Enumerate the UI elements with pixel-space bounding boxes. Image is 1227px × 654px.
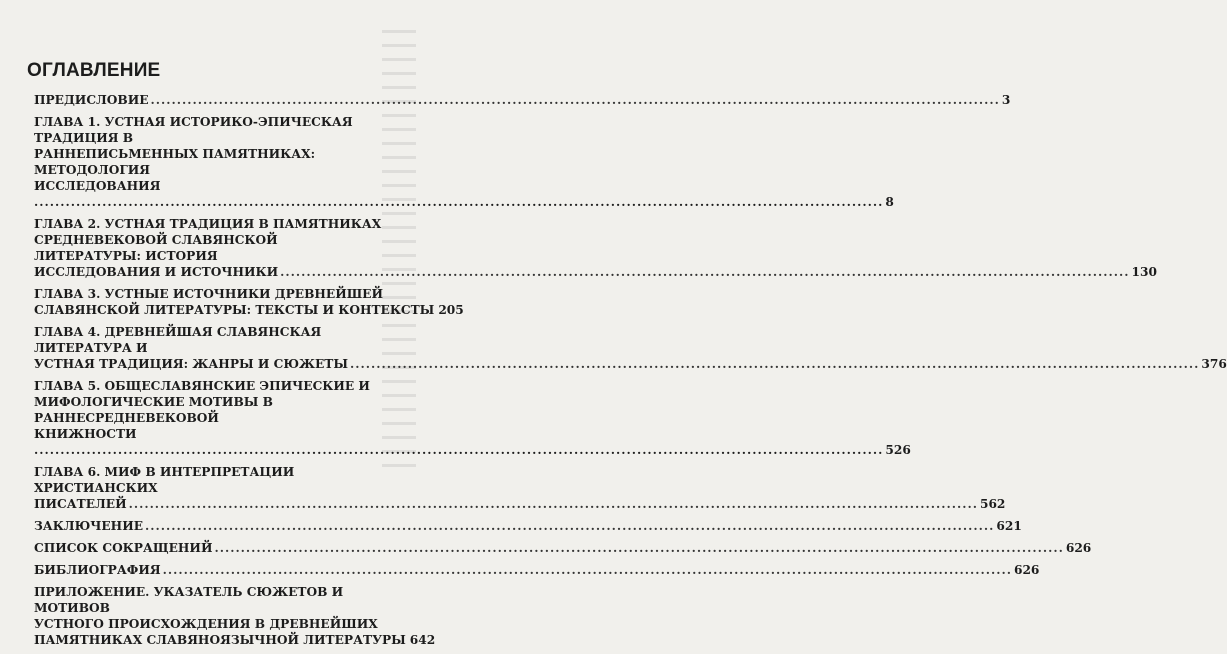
toc-page-number: 626 — [1013, 563, 1040, 577]
toc-entry-title-line: ИССЛЕДОВАНИЯ И ИСТОЧНИКИ — [34, 265, 279, 279]
toc-entry[interactable] — [34, 562, 1040, 578]
toc-entry-page-line — [34, 302, 464, 318]
toc-entry-title-line: УСТНАЯ ТРАДИЦИЯ: ЖАНРЫ И СЮЖЕТЫ — [34, 357, 349, 371]
toc-entry[interactable] — [34, 378, 911, 458]
toc-entry[interactable] — [34, 584, 436, 648]
toc-entry-title-line: ПРИЛОЖЕНИЕ. УКАЗАТЕЛЬ СЮЖЕТОВ И МОТИВОВ — [34, 585, 344, 615]
toc-entry-page-line — [34, 194, 894, 210]
toc-entry-title-line: ГЛАВА 2. УСТНАЯ ТРАДИЦИЯ В ПАМЯТНИКАХ — [34, 217, 382, 231]
toc-entry-title-line: РАННЕПИСЬМЕННЫХ ПАМЯТНИКАХ: МЕТОДОЛОГИЯ — [34, 147, 316, 177]
toc-entry-title-line: ГЛАВА 4. ДРЕВНЕЙШАЯ СЛАВЯНСКАЯ ЛИТЕРАТУРА И — [34, 325, 322, 355]
dot-leader — [145, 518, 994, 534]
toc-entry-page-line — [34, 518, 1022, 534]
toc-entry-title-line: СЛАВЯНСКОЙ ЛИТЕРАТУРЫ: ТЕКСТЫ И КОНТЕКСТЫ — [34, 303, 435, 317]
toc-entry-page-line — [34, 264, 1157, 280]
toc-entry-title-line: СРЕДНЕВЕКОВОЙ СЛАВЯНСКОЙ ЛИТЕРАТУРЫ: ИСТОРИЯ — [34, 233, 278, 263]
toc-page-number: 626 — [1065, 541, 1092, 555]
toc-entry-page-line — [34, 442, 911, 458]
toc-entry-title-line: КНИЖНОСТИ — [34, 427, 137, 441]
toc-entry[interactable] — [34, 114, 894, 210]
toc-entry-title-line: ГЛАВА 5. ОБЩЕСЛАВЯНСКИЕ ЭПИЧЕСКИЕ И — [34, 379, 370, 393]
dot-leader — [280, 264, 1129, 280]
toc-page-number: 526 — [885, 443, 911, 457]
toc-page-number: 3 — [1001, 93, 1011, 107]
toc-entry-title-line: ПИСАТЕЛЕЙ — [34, 497, 127, 511]
toc-entry-page-line — [34, 632, 436, 648]
toc-entry[interactable] — [34, 286, 464, 318]
dot-leader — [350, 356, 1199, 372]
toc-entry-page-line — [34, 92, 1011, 108]
toc-page-number: 376 — [1201, 357, 1227, 371]
toc-entry-title-line: ГЛАВА 6. МИФ В ИНТЕРПРЕТАЦИИ ХРИСТИАНСКИХ — [34, 465, 295, 495]
toc-entry-title-line: ГЛАВА 3. УСТНЫЕ ИСТОЧНИКИ ДРЕВНЕЙШЕЙ — [34, 287, 383, 301]
toc-entry-title-line: ИССЛЕДОВАНИЯ — [34, 179, 161, 193]
dot-leader — [34, 194, 883, 210]
toc-entry-page-line — [34, 562, 1040, 578]
dot-leader — [151, 92, 1000, 108]
dot-leader — [163, 562, 1012, 578]
toc-entry[interactable] — [34, 92, 1011, 108]
toc-entry[interactable] — [34, 216, 1157, 280]
toc-entry-title-line: ГЛАВА 1. УСТНАЯ ИСТОРИКО-ЭПИЧЕСКАЯ ТРАДИЦИЯ В — [34, 115, 353, 145]
toc-entry-page-line — [34, 540, 1092, 556]
toc-entry-page-line — [34, 496, 1006, 512]
toc-entry[interactable] — [34, 540, 1092, 556]
toc-entry[interactable] — [34, 324, 1227, 372]
toc-entry-title-line: БИБЛИОГРАФИЯ — [34, 563, 161, 577]
dot-leader — [214, 540, 1063, 556]
toc-entry-title-line: СПИСОК СОКРАЩЕНИЙ — [34, 541, 213, 555]
toc-list — [34, 92, 1227, 654]
toc-page-number: 130 — [1131, 265, 1157, 279]
dot-leader — [34, 442, 883, 458]
toc-page-number: 205 — [438, 303, 464, 317]
toc-page-number: 642 — [409, 633, 436, 647]
toc-heading: ОГЛАВЛЕНИЕ — [27, 60, 161, 81]
toc-page-number: 562 — [979, 497, 1006, 511]
toc-page-number: 8 — [885, 195, 894, 209]
toc-entry[interactable] — [34, 464, 1006, 512]
toc-entry-title-line: ПРЕДИСЛОВИЕ — [34, 93, 149, 107]
toc-entry-title-line: ЗАКЛЮЧЕНИЕ — [34, 519, 144, 533]
toc-page-number: 621 — [996, 519, 1022, 533]
toc-entry-title-line: ПАМЯТНИКАХ СЛАВЯНОЯЗЫЧНОЙ ЛИТЕРАТУРЫ — [34, 633, 406, 647]
toc-entry[interactable] — [34, 518, 1022, 534]
toc-entry-title-line: МИФОЛОГИЧЕСКИЕ МОТИВЫ В РАННЕСРЕДНЕВЕКОВОЙ — [34, 395, 273, 425]
toc-entry-title-line: УСТНОГО ПРОИСХОЖДЕНИЯ В ДРЕВНЕЙШИХ — [34, 617, 378, 631]
toc-entry-page-line — [34, 356, 1227, 372]
dot-leader — [129, 496, 978, 512]
